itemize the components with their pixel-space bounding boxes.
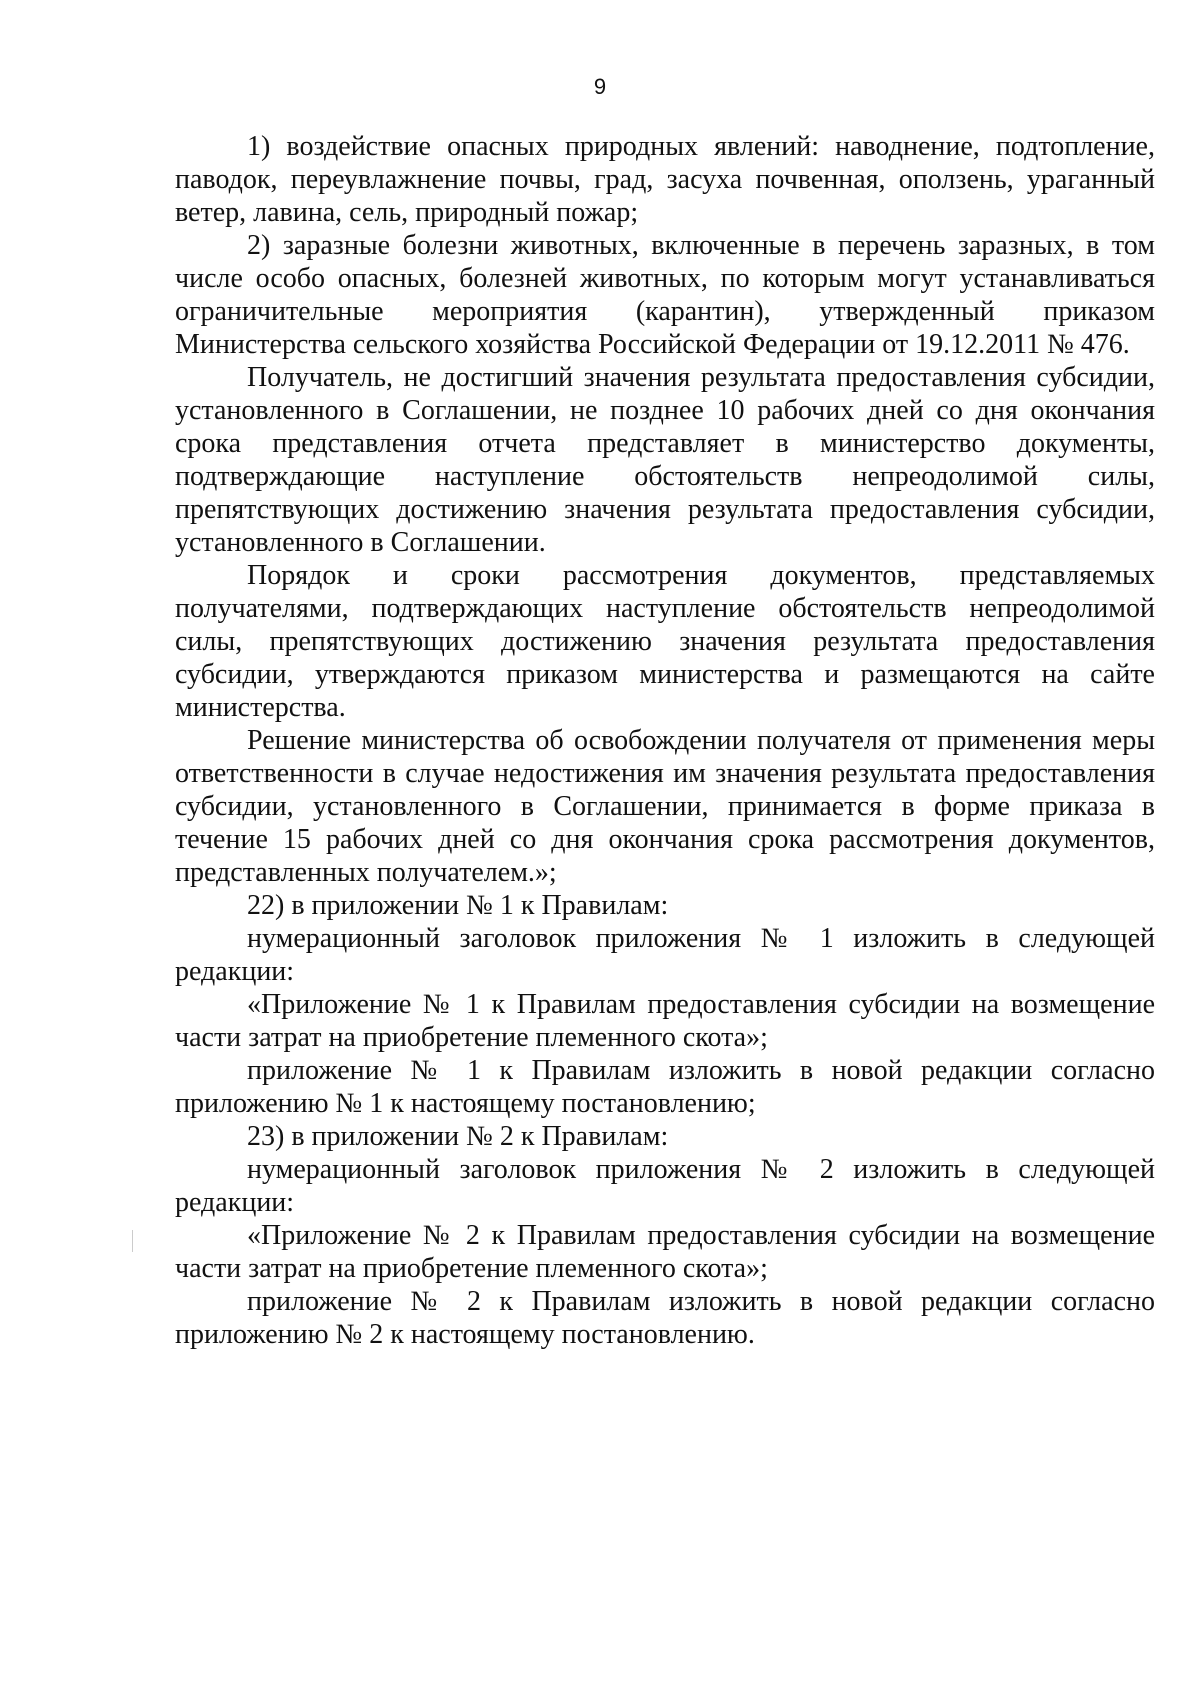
paragraph: «Приложение № 1 к Правилам предоставления субсидии на возмещение части затрат на приобретение племенного скота»; (175, 989, 1155, 1053)
page-number: 9 (593, 74, 607, 99)
paragraph: Получатель, не достигший значения результата предоставления субсидии, установленного в Соглашении, не позднее 10 рабочих дней со дня окончания срока представления отчета представляет в министерство документы, подтверждающие наступление обстоятельств непреодолимой силы, препятствующих достижению значения результата предоставления субсидии, установленного в Соглашении. (175, 362, 1155, 558)
paragraph: приложение № 1 к Правилам изложить в новой редакции согласно приложению № 1 к настоящему постановлению; (175, 1055, 1155, 1119)
paragraph: Порядок и сроки рассмотрения документов, представляемых получателями, подтверждающих наступление обстоятельств непреодолимой силы, препятствующих достижению значения результата предоставления субсидии, утверждаются приказом министерства и размещаются на сайте министерства. (175, 560, 1155, 723)
paragraph: 23) в приложении № 2 к Правилам: (247, 1121, 669, 1152)
paragraph: нумерационный заголовок приложения № 2 изложить в следующей редакции: (175, 1154, 1155, 1218)
document-body (175, 130, 1155, 1351)
paragraph: «Приложение № 2 к Правилам предоставления субсидии на возмещение части затрат на приобретение племенного скота»; (175, 1220, 1155, 1284)
paragraph: Решение министерства об освобождении получателя от применения меры ответственности в случае недостижения им значения результата предоставления субсидии, установленного в Соглашении, принимается в форме приказа в течение 15 рабочих дней со дня окончания срока рассмотрения документов, представленных получателем.»; (175, 725, 1155, 888)
paragraph: приложение № 2 к Правилам изложить в новой редакции согласно приложению № 2 к настоящему постановлению. (175, 1286, 1155, 1350)
paragraph: нумерационный заголовок приложения № 1 изложить в следующей редакции: (175, 923, 1155, 987)
paragraph: 1) воздействие опасных природных явлений: наводнение, подтопление, паводок, переувлажнение почвы, град, засуха почвенная, оползень, ураганный ветер, лавина, сель, природный пожар; (175, 131, 1155, 228)
paragraph: 2) заразные болезни животных, включенные в перечень заразных, в том числе особо опасных, болезней животных, по которым могут устанавливаться ограничительные мероприятия (карантин), утвержденный приказом Министерства сельского хозяйства Российской Федерации от 19.12.2011 № 476. (175, 230, 1155, 360)
paragraph: 22) в приложении № 1 к Правилам: (247, 890, 669, 921)
scan-artifact-line (132, 1230, 133, 1252)
